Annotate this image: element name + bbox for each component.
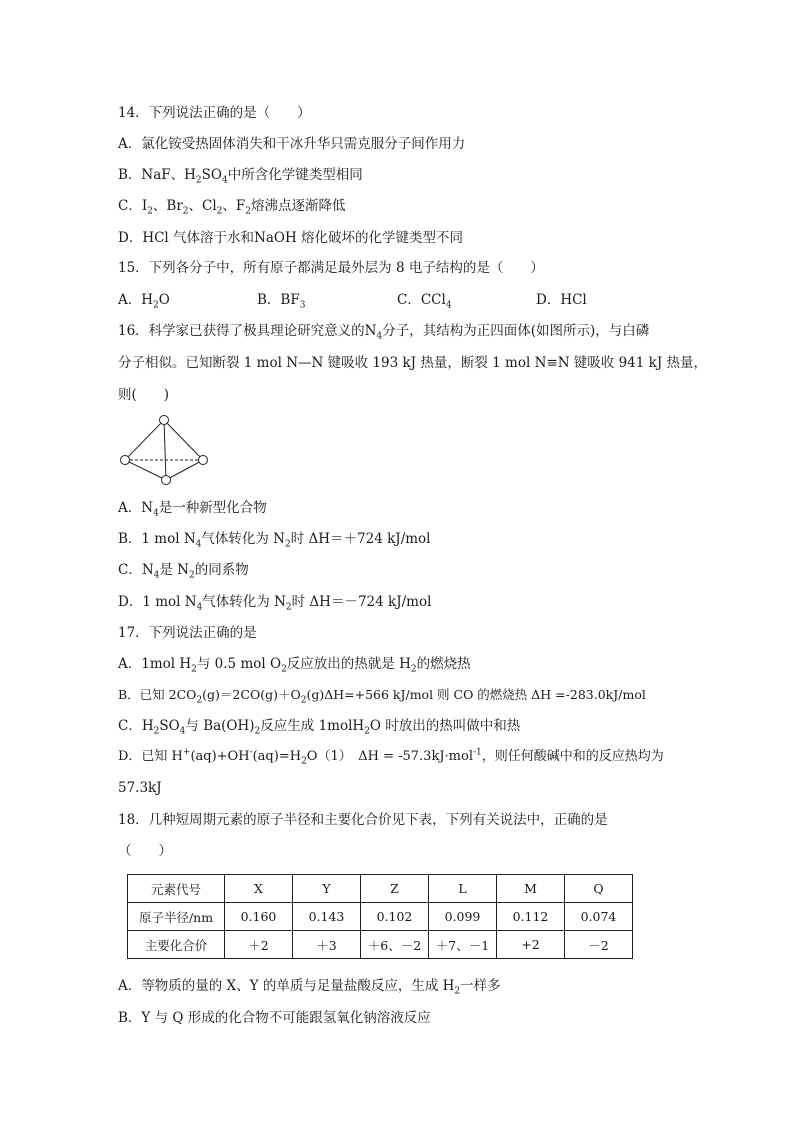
table-header-row bbox=[128, 875, 633, 903]
atom-left bbox=[121, 456, 130, 465]
table-cell: 0.099 bbox=[429, 903, 497, 931]
table-cell: ＋7、－1 bbox=[429, 931, 497, 959]
atom-right bbox=[199, 456, 208, 465]
q14-option-d: D．HCl 气体溶于水和NaOH 熔化破坏的化学键类型不同 bbox=[118, 230, 464, 246]
q16-stem-line2: 分子相似。已知断裂 1 mol N—N 键吸收 193 kJ 热量，断裂 1 mol N≡N 键吸收 941 kJ 热量， bbox=[118, 355, 708, 371]
table-cell: 0.112 bbox=[497, 903, 565, 931]
q17-option-d: D．已知 $H^+(aq)+OH^-(aq)=H_2O(1)$ ΔH = -57.3kJ·mol$^{-1}$，则任何酸碱中和的反应热均为 bbox=[118, 747, 664, 767]
q17-option-c: C．$H_2SO_4$与 $Ba(OH)_2$反应生成 1molH$_2$O 时放出的热叫做中和热 bbox=[118, 718, 521, 737]
q15-option-a: A．$H_2O$ bbox=[118, 292, 170, 311]
element-table bbox=[127, 874, 633, 959]
table-header-cell: Y bbox=[293, 875, 361, 903]
q16-stem-line3: 则( ) bbox=[118, 387, 170, 403]
q16-option-d: D．1 mol $N_4$气体转化为 $N_2$时 ΔH＝－724 kJ/mol bbox=[118, 594, 432, 613]
q18-option-b: B．Y 与 Q 形成的化合物不可能跟氢氧化钠溶液反应 bbox=[118, 1010, 431, 1026]
atom-top bbox=[160, 416, 169, 425]
table-header-cell: L bbox=[429, 875, 497, 903]
table-cell: ＋2 bbox=[225, 931, 293, 959]
table-header-cell: X bbox=[225, 875, 293, 903]
q14-option-b: B．NaF、$H_2SO_4$中所含化学键类型相同 bbox=[118, 167, 363, 186]
table-cell: ＋6、－2 bbox=[361, 931, 429, 959]
q17-option-d-continued: 57.3kJ bbox=[118, 780, 162, 796]
q16-option-b: B．1 mol $N_4$气体转化为 $N_2$时 ΔH＝＋724 kJ/mol bbox=[118, 531, 431, 550]
q15-option-d: D．HCl bbox=[536, 292, 587, 308]
q17-option-b: B．已知 $2CO_2(g)=2CO(g)+O_2(g)\Delta H=+566$ kJ/mol 则 CO 的燃烧热 ΔH =-283.0kJ/mol bbox=[118, 687, 646, 706]
table-row bbox=[128, 931, 633, 959]
table-cell: 原子半径/nm bbox=[128, 903, 225, 931]
tetrahedron-diagram bbox=[118, 412, 218, 492]
q18-stem: 18．几种短周期元素的原子半径和主要化合价见下表，下列有关说法中，正确的是 bbox=[118, 812, 608, 828]
q15-stem: 15．下列各分子中，所有原子都满足最外层为 8 电子结构的是（ ） bbox=[118, 260, 544, 276]
q14-option-a: A．氯化铵受热固体消失和干冰升华只需克服分子间作用力 bbox=[118, 136, 466, 152]
table-cell: 主要化合价 bbox=[128, 931, 225, 959]
q14-option-c: C．$I_2$、$Br_2$、$Cl_2$、$F_2$熔沸点逐渐降低 bbox=[118, 198, 346, 217]
table-cell: 0.160 bbox=[225, 903, 293, 931]
q17-stem: 17．下列说法正确的是 bbox=[118, 625, 257, 641]
table-cell: －2 bbox=[565, 931, 633, 959]
table-cell: 0.074 bbox=[565, 903, 633, 931]
q17-option-a: A．1mol $H_2$与 0.5 mol $O_2$反应放出的热就是 $H_2$的燃烧热 bbox=[118, 656, 471, 675]
q16-option-c: C．$N_4$是 $N_2$的同系物 bbox=[118, 562, 249, 581]
q16-stem-line1: 16．科学家已获得了极具理论研究意义的$N_4$分子，其结构为正四面体(如图所示)，与白磷 bbox=[118, 323, 650, 342]
table-header-cell: 元素代号 bbox=[128, 875, 225, 903]
table-cell: ＋3 bbox=[293, 931, 361, 959]
table-cell: 0.102 bbox=[361, 903, 429, 931]
q18-answer-paren: （ ） bbox=[118, 843, 172, 859]
table-cell: +2 bbox=[497, 931, 565, 959]
table-header-cell: M bbox=[497, 875, 565, 903]
q16-option-a: A．$N_4$是一种新型化合物 bbox=[118, 500, 267, 519]
table-cell: 0.143 bbox=[293, 903, 361, 931]
q14-stem: 14．下列说法正确的是（ ） bbox=[118, 105, 311, 121]
q15-option-b: B．$BF_3$ bbox=[257, 292, 306, 311]
table-row bbox=[128, 903, 633, 931]
q18-option-a: A．等物质的量的 X、Y 的单质与足量盐酸反应，生成 $H_2$一样多 bbox=[118, 978, 501, 997]
table-header-cell: Z bbox=[361, 875, 429, 903]
table-header-cell: Q bbox=[565, 875, 633, 903]
q15-option-c: C．CCl$_4$ bbox=[397, 292, 452, 311]
atom-front bbox=[162, 476, 171, 485]
